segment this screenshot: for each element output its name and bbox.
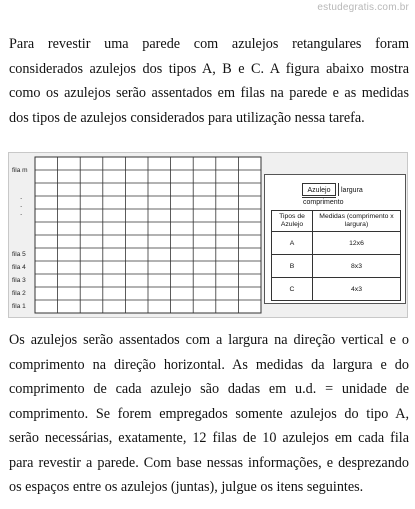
tipo-cell: A — [272, 232, 313, 255]
wall-figure — [8, 152, 408, 318]
table-row — [272, 232, 401, 255]
tile-grid — [9, 153, 269, 317]
table-row — [272, 278, 401, 301]
largura-marker — [338, 183, 339, 196]
watermark: estudegratis.com.br — [317, 2, 409, 13]
comprimento-marker — [302, 197, 336, 198]
medida-cell: 8x3 — [313, 255, 401, 278]
header-medidas: Medidas (comprimento x largura) — [313, 211, 401, 232]
comprimento-label: comprimento — [303, 199, 344, 206]
medida-cell: 12x6 — [313, 232, 401, 255]
row-label-fila-2: fila 2 — [12, 290, 26, 297]
medida-cell: 4x3 — [313, 278, 401, 301]
header-tipos: Tipos de Azulejo — [272, 211, 313, 232]
tile-sample: Azulejo — [302, 183, 336, 196]
row-label-fila-m: fila m — [12, 167, 28, 174]
tile-types-table — [271, 210, 401, 301]
row-label-fila-4: fila 4 — [12, 264, 26, 271]
row-label-fila-5: fila 5 — [12, 251, 26, 258]
table-row — [272, 255, 401, 278]
tipo-cell: B — [272, 255, 313, 278]
tipo-cell: C — [272, 278, 313, 301]
row-label-fila-3: fila 3 — [12, 277, 26, 284]
ellipsis-dots: . . . — [20, 192, 23, 217]
largura-label: largura — [341, 187, 363, 194]
tile-legend — [264, 174, 406, 304]
body-paragraph: Os azulejos serão assentados com a largura na direção vertical e o comprimento na direção horizontal. As medidas da largura e do comprimento de cada azulejo são dadas em u.d. = unidade de comprimento. Se forem empregados somente azulejos do tipo A, serão necessárias, exatamente, 12 filas de 10 azulejos em cada fila para revestir a parede. Com base nessas informações, e desprezando os espaços entre os azulejos (juntas), julgue os itens seguintes. — [9, 332, 409, 495]
row-label-fila-1: fila 1 — [12, 303, 26, 310]
intro-paragraph: Para revestir uma parede com azulejos retangulares foram considerados azulejos dos tipos A, B e C. A figura abaixo mostra como os azulejos serão assentados em filas na parede e as medidas dos tipos de azulejos considerados para utilização nessa tarefa. — [9, 36, 409, 126]
